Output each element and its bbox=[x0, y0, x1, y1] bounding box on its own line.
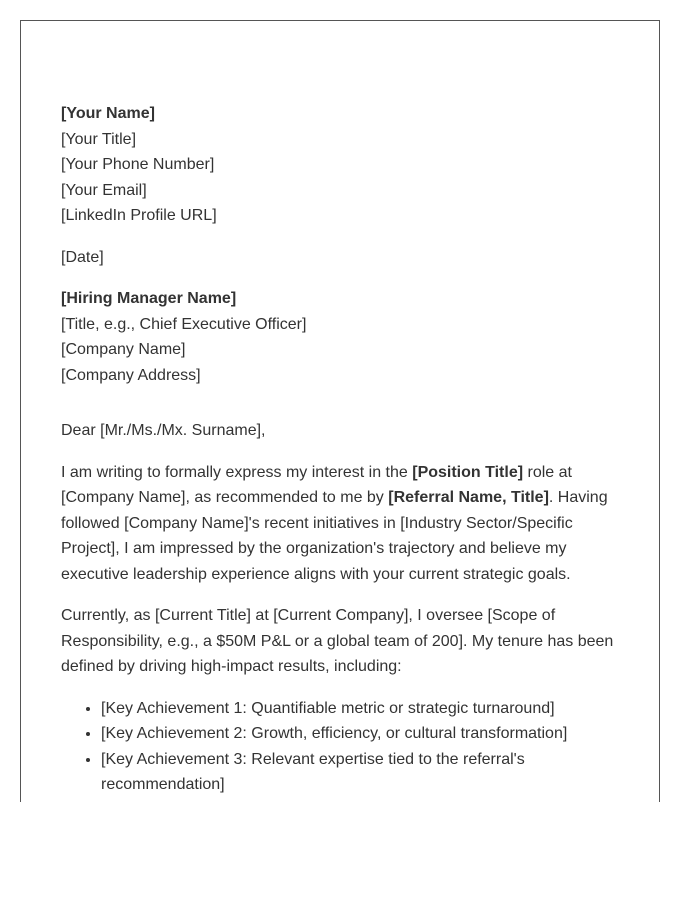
recipient-title: [Title, e.g., Chief Executive Officer] bbox=[61, 315, 307, 333]
recipient-address: [Company Address] bbox=[61, 366, 201, 384]
sender-email: [Your Email] bbox=[61, 181, 147, 199]
letter-date: [Date] bbox=[61, 248, 104, 266]
recipient-name: [Hiring Manager Name] bbox=[61, 290, 237, 307]
experience-paragraph: Currently, as [Current Title] at [Current Company], I oversee [Scope of Responsibility, e.g., a $50M P&L or a global team of 200]. My tenure has been defined by driving high-impact results, including: bbox=[61, 607, 614, 675]
achievements-list bbox=[61, 696, 631, 798]
sender-linkedin: [LinkedIn Profile URL] bbox=[61, 207, 217, 224]
sender-name: [Your Name] bbox=[61, 105, 155, 122]
intro-paragraph bbox=[61, 460, 631, 588]
list-item: • [Key Achievement 2: Growth, efficiency, or cultural transformation] bbox=[101, 721, 631, 747]
letter-content bbox=[61, 101, 631, 798]
intro-text-2: role at [Company Name], as recommended to me by bbox=[61, 463, 572, 506]
sender-title: [Your Title] bbox=[61, 130, 137, 148]
list-item: • [Key Achievement 3: Relevant expertise tied to the referral's recommendation] bbox=[101, 747, 631, 798]
sender-phone: [Your Phone Number] bbox=[61, 156, 215, 173]
list-item: • [Key Achievement 1: Quantifiable metric or strategic turnaround] bbox=[101, 696, 631, 722]
letter-page bbox=[20, 20, 660, 802]
intro-text-3: . Having followed [Company Name]'s recent initiatives in [Industry Sector/Specific Project], I am impressed by the organization's trajectory and believe my executive leadership experience aligns with your current strategic goals. bbox=[61, 489, 608, 583]
recipient-block bbox=[61, 286, 631, 388]
date-block bbox=[61, 245, 631, 271]
recipient-company: [Company Name] bbox=[61, 341, 186, 358]
salutation bbox=[61, 418, 631, 444]
salutation-text: Dear [Mr./Ms./Mx. Surname], bbox=[61, 422, 266, 439]
position-title: [Position Title] bbox=[412, 463, 524, 481]
sender-block bbox=[61, 101, 631, 229]
referral-name: [Referral Name, Title] bbox=[388, 489, 549, 506]
intro-text-1: I am writing to formally express my interest in the bbox=[61, 463, 413, 481]
